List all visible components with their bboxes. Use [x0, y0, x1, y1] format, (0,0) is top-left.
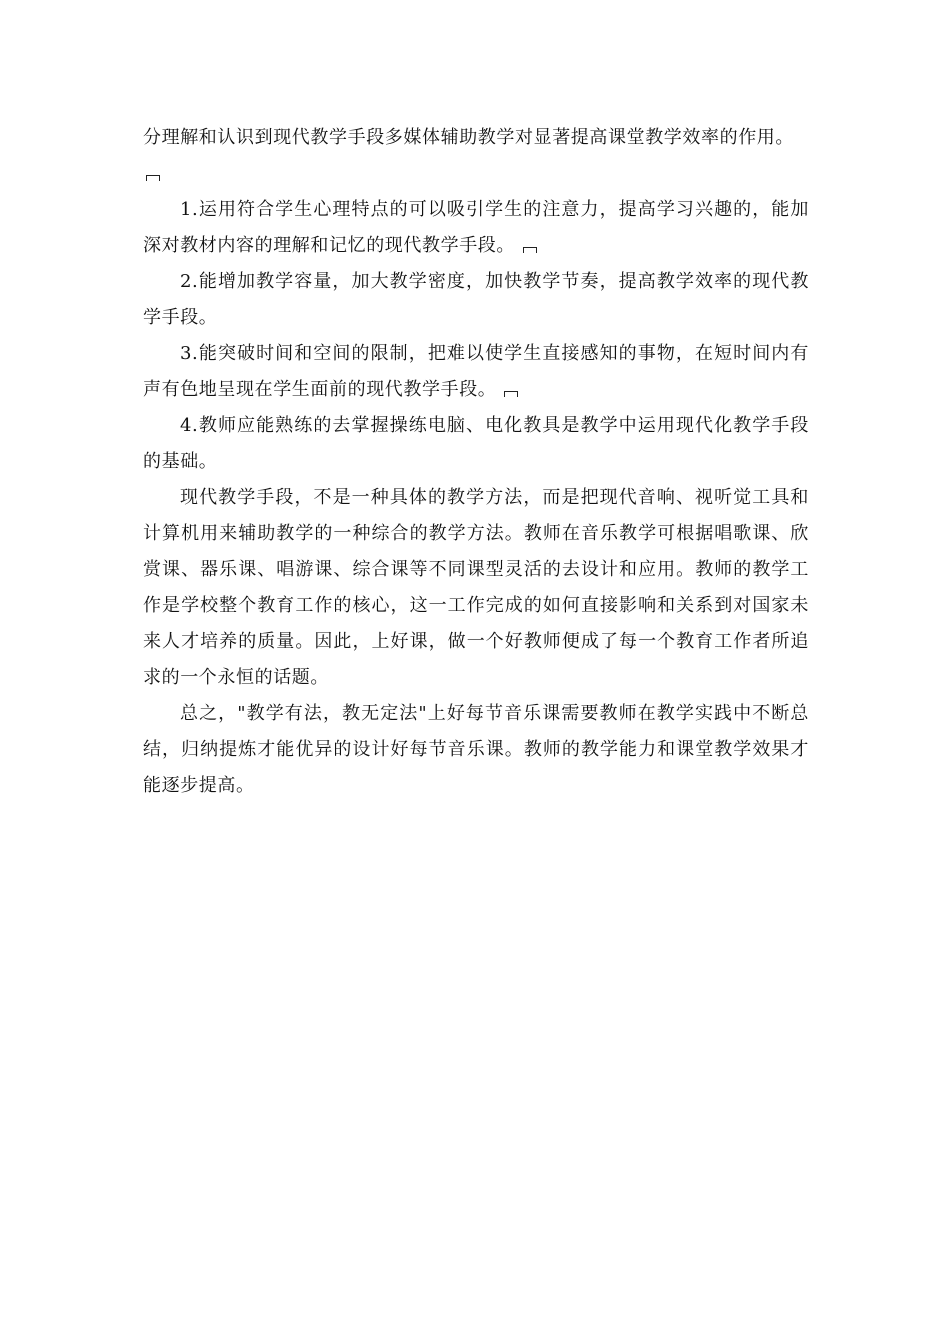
paragraph-text: 现代教学手段，不是一种具体的教学方法，而是把现代音响、视听觉工具和计算机用来辅助教学的一种综合的教学方法。教师在音乐教学可根据唱歌课、欣赏课、器乐课、唱游课、综合课等不同课型灵活的去设计和应用。教师的教学工作是学校整个教育工作的核心，这一工作完成的如何直接影响和关系到对国家未来人才培养的质量。因此，上好课，做一个好教师便成了每一个教育工作者所追求的一个永恒的话题。: [143, 487, 809, 688]
list-item-2: [143, 264, 809, 336]
paragraph-mark-line: [143, 156, 809, 192]
paragraph-mark-icon: [146, 175, 160, 181]
paragraph-continuation: [143, 120, 809, 156]
list-item-3: [143, 336, 809, 408]
list-item-4: [143, 408, 809, 480]
paragraph-mark-icon: [523, 247, 537, 253]
paragraph-modern-teaching: [143, 480, 809, 696]
paragraph-text: 1.运用符合学生心理特点的可以吸引学生的注意力，提高学习兴趣的，能加深对教材内容的理解和记忆的现代教学手段。: [143, 199, 809, 256]
paragraph-text: 2.能增加教学容量，加大教学密度，加快教学节奏，提高教学效率的现代教学手段。: [143, 271, 809, 328]
paragraph-text: 3.能突破时间和空间的限制，把难以使学生直接感知的事物，在短时间内有声有色地呈现在学生面前的现代教学手段。: [143, 343, 809, 400]
document-body: [143, 120, 809, 804]
paragraph-mark-icon: [504, 391, 518, 397]
paragraph-text: 分理解和认识到现代教学手段多媒体辅助教学对显著提高课堂教学效率的作用。: [143, 127, 794, 148]
list-item-1: [143, 192, 809, 264]
paragraph-text: 总之，"教学有法，教无定法"上好每节音乐课需要教师在教学实践中不断总结，归纳提炼才能优异的设计好每节音乐课。教师的教学能力和课堂教学效果才能逐步提高。: [143, 703, 809, 796]
paragraph-text: 4.教师应能熟练的去掌握操练电脑、电化教具是教学中运用现代化教学手段的基础。: [143, 415, 809, 472]
paragraph-conclusion: [143, 696, 809, 804]
